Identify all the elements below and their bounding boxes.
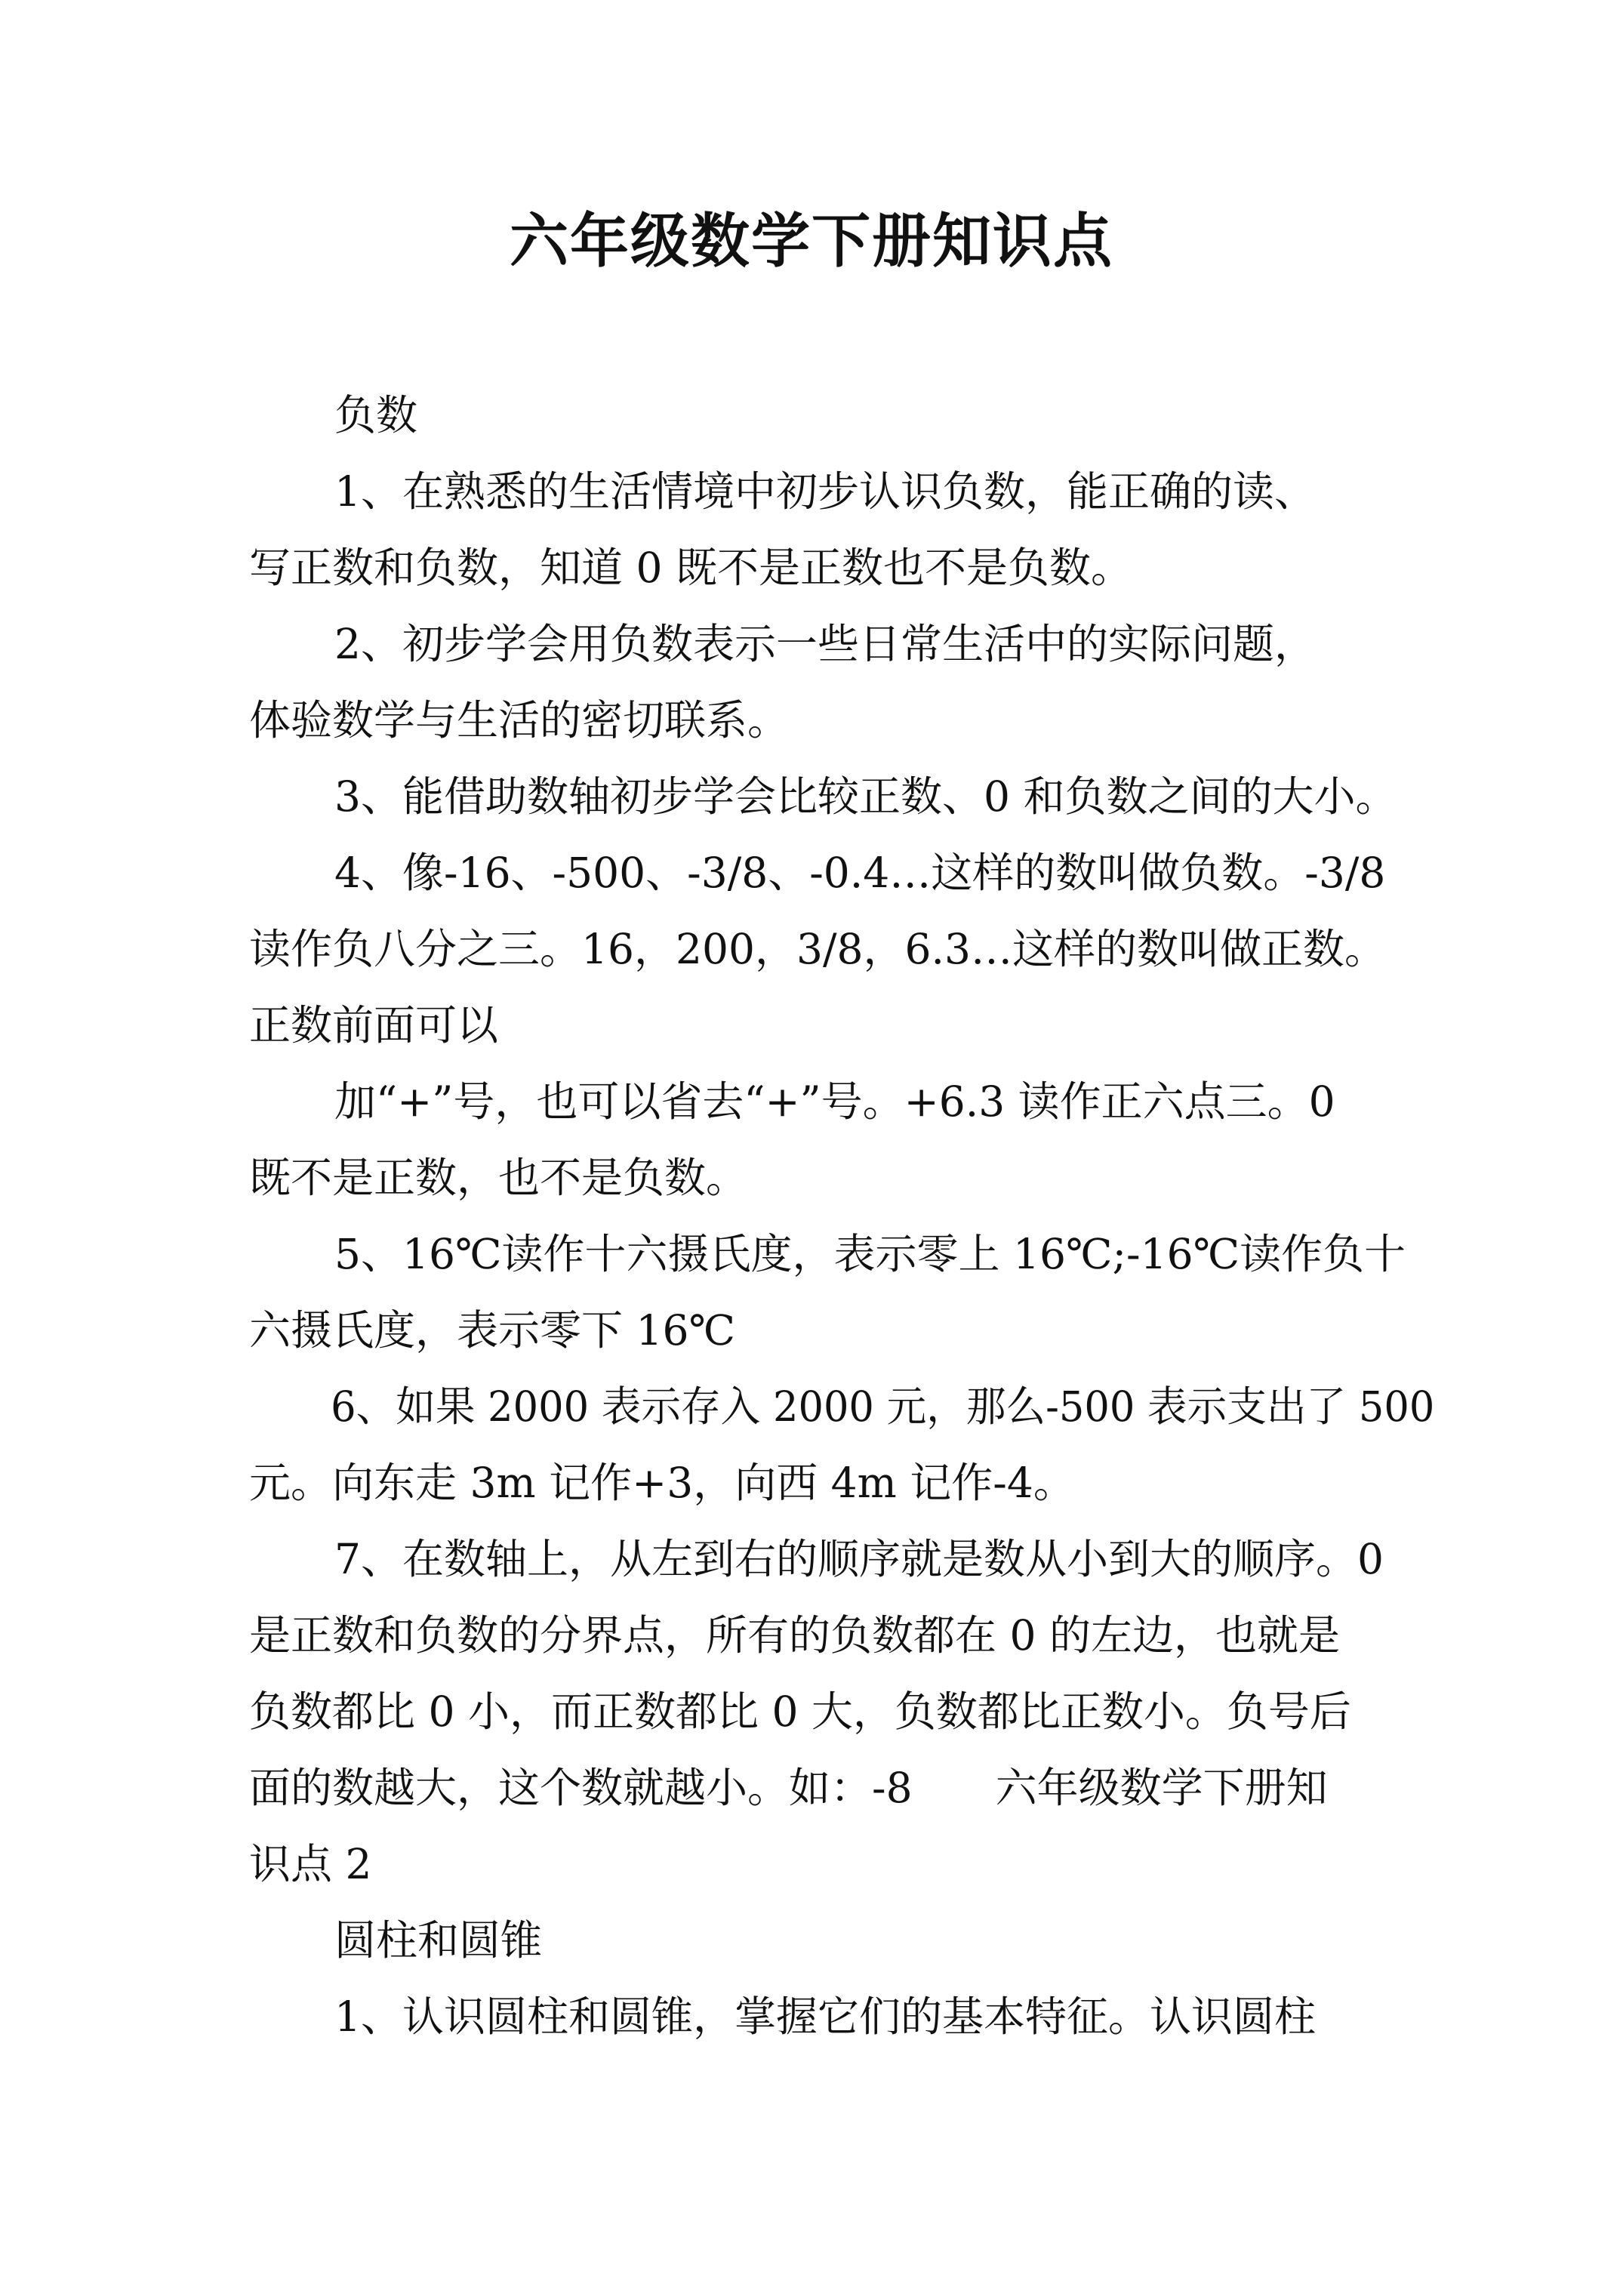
text-line: 体验数学与生活的密切联系。 xyxy=(249,696,790,744)
text-line: 3、能借助数轴初步学会比较正数、0 和负数之间的大小。 xyxy=(334,772,1397,821)
text-line: 圆柱和圆锥 xyxy=(334,1916,543,1965)
text-line: 写正数和负数，知道 0 既不是正数也不是负数。 xyxy=(249,544,1132,592)
text-line: 7、在数轴上，从左到右的顺序就是数从小到大的顺序。0 xyxy=(334,1535,1384,1583)
text-line: 1、在熟悉的生活情境中初步认识负数，能正确的读、 xyxy=(334,467,1316,516)
text-line: 正数前面可以 xyxy=(249,1001,499,1049)
text-line: 负数 xyxy=(334,391,418,439)
text-line: 负数都比 0 小，而正数都比 0 大，负数都比正数小。负号后 xyxy=(249,1687,1351,1736)
document-title: 六年级数学下册知识点 xyxy=(509,207,1113,276)
text-line: 6、如果 2000 表示存入 2000 元，那么-500 表示支出了 500 xyxy=(331,1382,1435,1431)
text-line: 既不是正数，也不是负数。 xyxy=(249,1154,748,1202)
text-line: 1、认识圆柱和圆锥，掌握它们的基本特征。认识圆柱 xyxy=(334,1992,1316,2041)
text-line: 4、像-16、-500、-3/8、-0.4…这样的数叫做负数。-3/8 xyxy=(334,849,1386,897)
text-line: 识点 2 xyxy=(249,1840,372,1888)
text-line: 元。向东走 3m 记作+3，向西 4m 记作-4。 xyxy=(249,1459,1075,1507)
document-body xyxy=(249,378,1434,2055)
text-line: 2、初步学会用负数表示一些日常生活中的实际问题， xyxy=(334,620,1316,668)
text-line: 六摄氏度，表示零下 16℃ xyxy=(249,1306,735,1354)
text-line: 加“+”号，也可以省去“+”号。+6.3 读作正六点三。0 xyxy=(334,1077,1335,1126)
text-line: 是正数和负数的分界点，所有的负数都在 0 的左边，也就是 xyxy=(249,1611,1340,1660)
text-line: 面的数越大，这个数就越小。如：-8 六年级数学下册知 xyxy=(249,1764,1328,1812)
text-line: 读作负八分之三。16，200，3/8，6.3…这样的数叫做正数。 xyxy=(249,925,1386,973)
text-line: 5、16℃读作十六摄氏度，表示零上 16℃;-16℃读作负十 xyxy=(334,1230,1406,1278)
